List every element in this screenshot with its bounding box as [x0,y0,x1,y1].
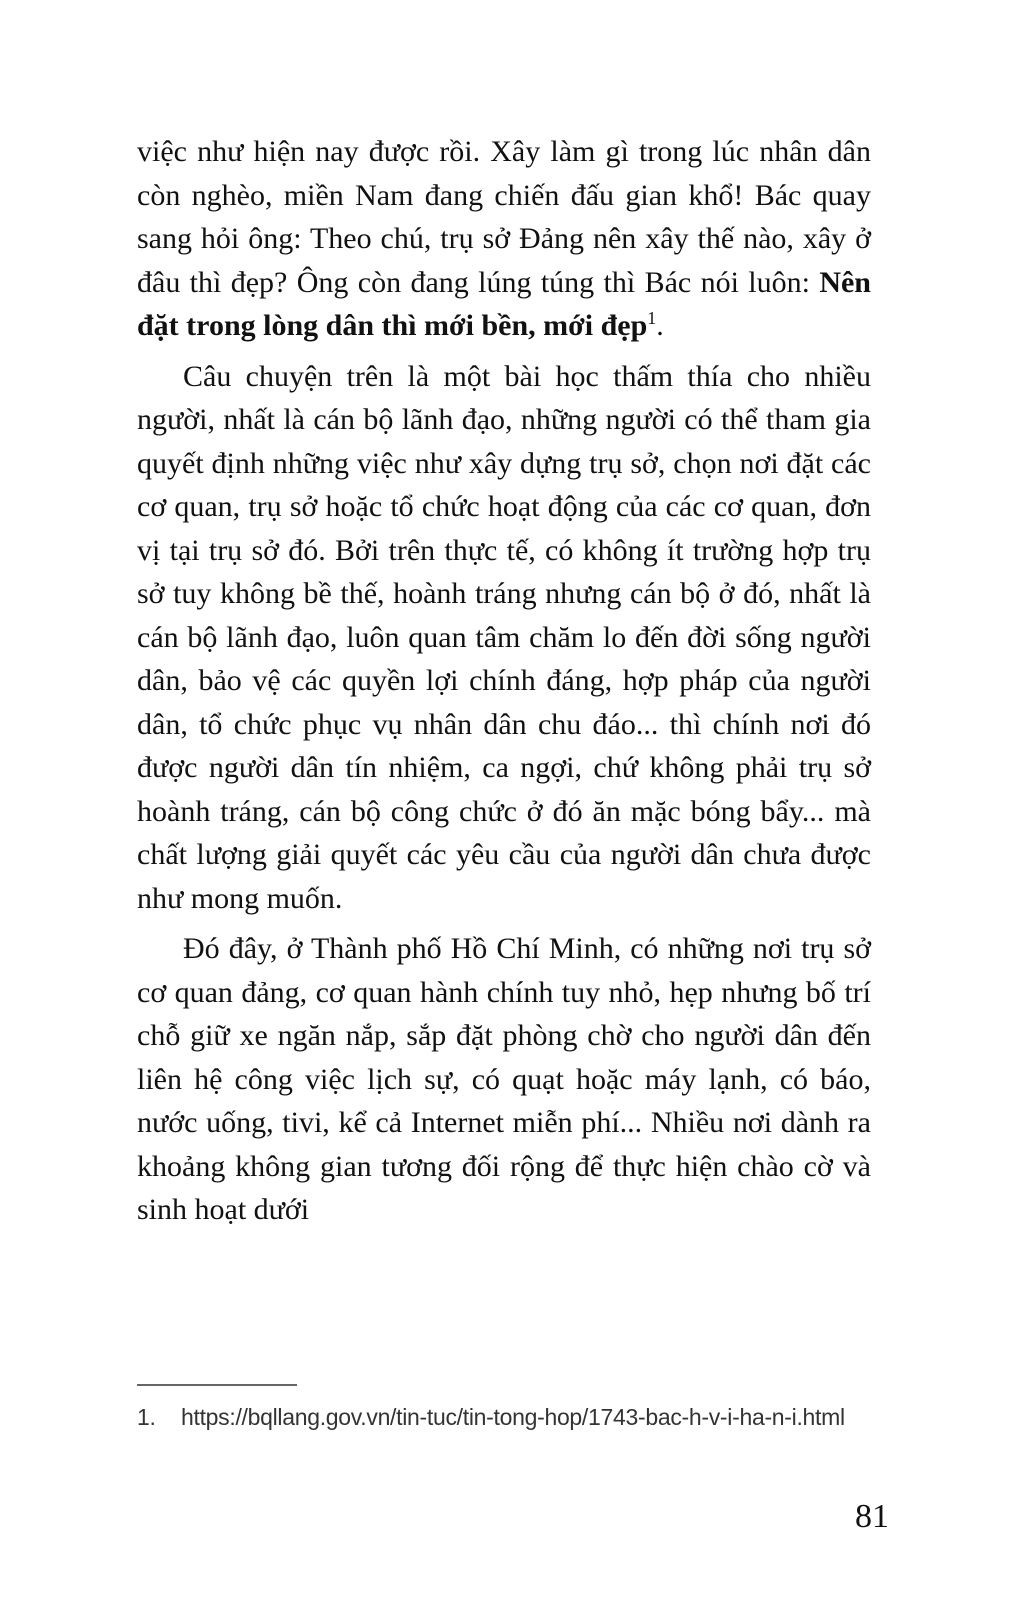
footnote-url: https://bqllang.gov.vn/tin-tuc/tin-tong-hop/1743-bac-h-v-i-ha-n-i.html [181,1404,845,1430]
body-text-block [137,0,871,1232]
paragraph-continued [137,130,871,348]
paragraph-text: việc như hiện nay được rồi. Xây làm gì trong lúc nhân dân còn nghèo, miền Nam đang chiến đấu gian khổ! Bác quay sang hỏi ông: Theo chú, trụ sở Đảng nên xây thế nào, xây ở đâu thì đẹp? Ông còn đang lúng túng thì Bác nói luôn: [137,135,871,299]
paragraph: Câu chuyện trên là một bài học thấm thía cho nhiều người, nhất là cán bộ lãnh đạo, những người có thể tham gia quyết định những việc như xây dựng trụ sở, chọn nơi đặt các cơ quan, trụ sở hoặc tổ chức hoạt động của các cơ quan, đơn vị tại trụ sở đó. Bởi trên thực tế, có không ít trường hợp trụ sở tuy không bề thế, hoành tráng nhưng cán bộ ở đó, nhất là cán bộ lãnh đạo, luôn quan tâm chăm lo đến đời sống người dân, bảo vệ các quyền lợi chính đáng, hợp pháp của người dân, tổ chức phục vụ nhân dân chu đáo... thì chính nơi đó được người dân tín nhiệm, ca ngợi, chứ không phải trụ sở hoành tráng, cán bộ công chức ở đó ăn mặc bóng bẩy... mà chất lượng giải quyết các yêu cầu của người dân chưa được như mong muốn. [137,359,871,915]
emphasized-quote: Nên đặt trong lòng dân thì mới bền, mới đẹp [137,265,871,342]
paragraph-text: . [656,309,664,342]
footnote-reference-mark: 1 [647,308,657,328]
paragraph: Đó đây, ở Thành phố Hồ Chí Minh, có những nơi trụ sở cơ quan đảng, cơ quan hành chính tuy nhỏ, hẹp nhưng bố trí chỗ giữ xe ngăn nắp, sắp đặt phòng chờ cho người dân đến liên hệ công việc lịch sự, có quạt hoặc máy lạnh, có báo, nước uống, tivi, kể cả Internet miễn phí... Nhiều nơi dành ra khoảng không gian tương đối rộng để thực hiện chào cờ và sinh hoạt dưới [137,932,871,1226]
footnote-section [137,1384,889,1432]
footnote-separator-rule [137,1384,297,1386]
footnote-entry [137,1402,889,1432]
footnote-number: 1. [137,1404,156,1430]
page-number: 81 [855,1498,889,1535]
